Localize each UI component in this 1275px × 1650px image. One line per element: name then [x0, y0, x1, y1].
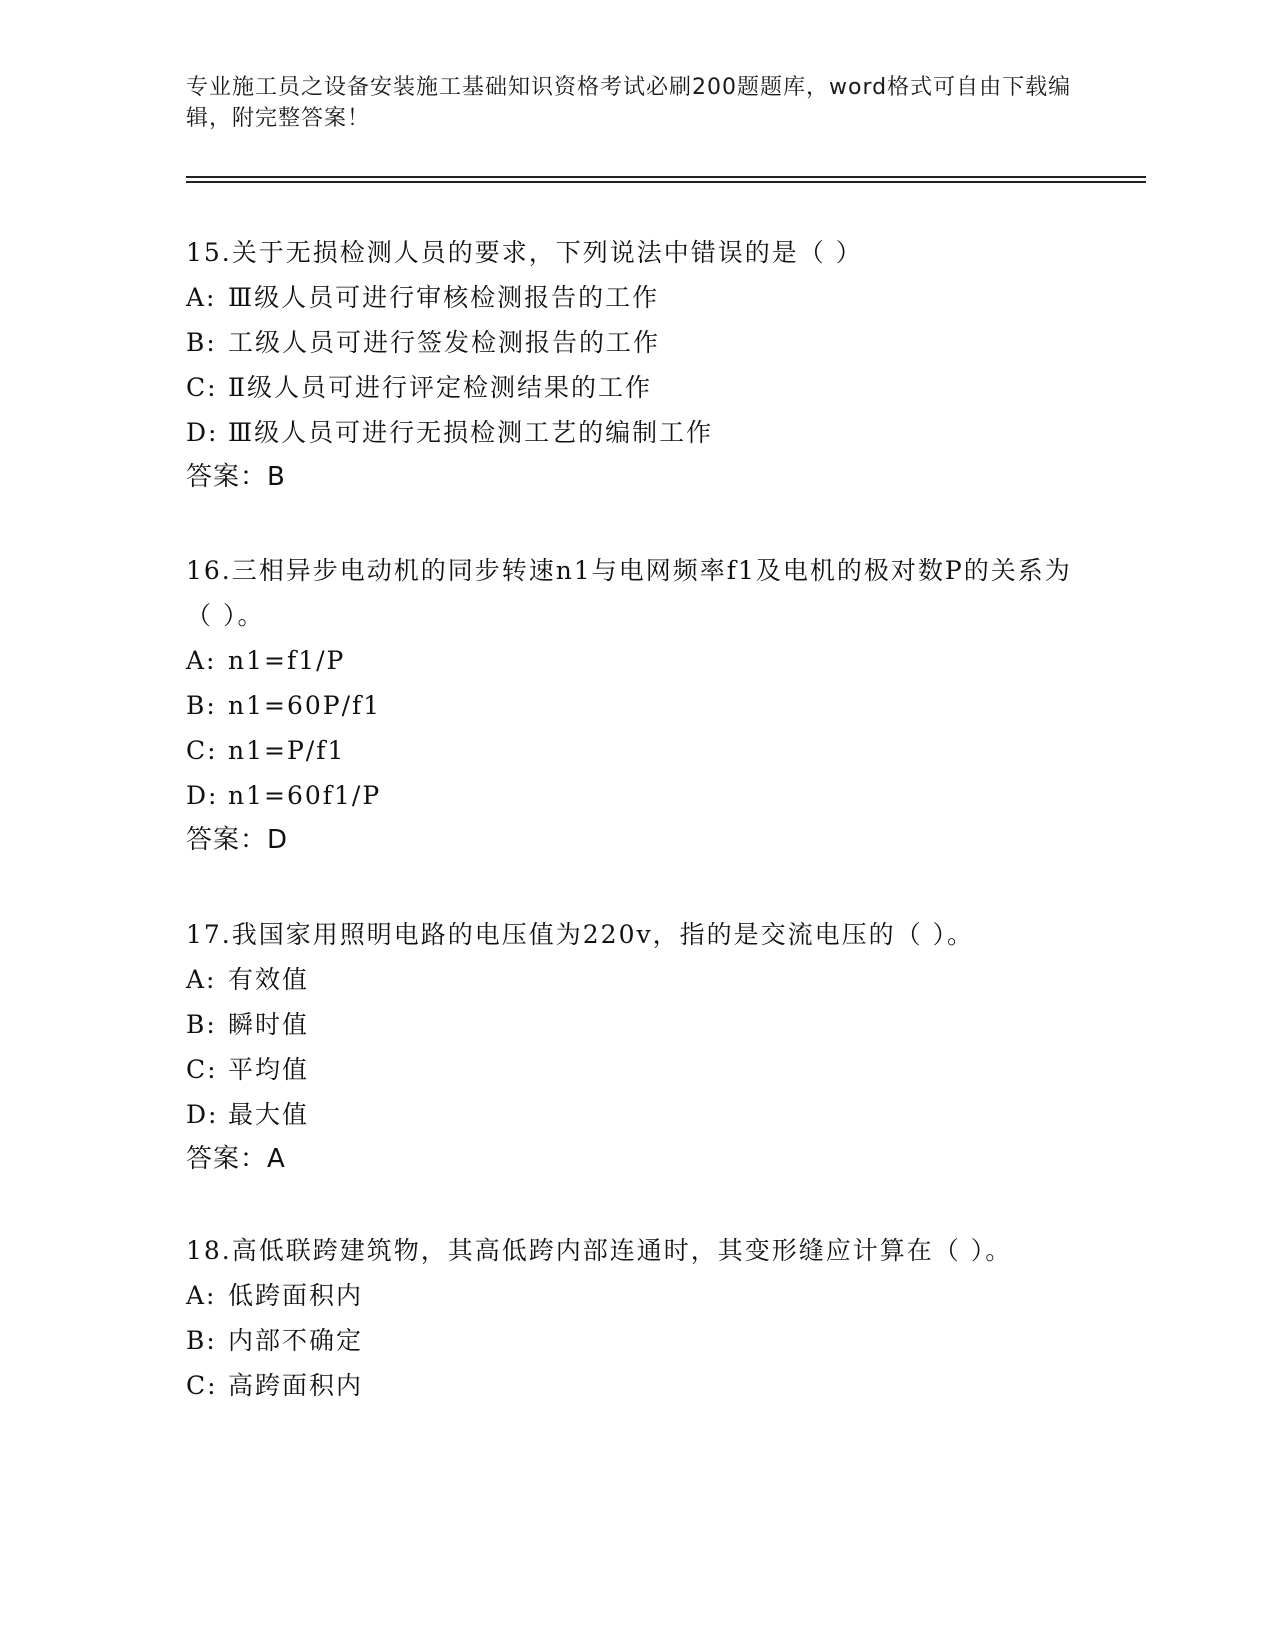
option-d	[186, 773, 1086, 818]
option-key: B:	[186, 1326, 217, 1355]
question-17	[186, 912, 1086, 1182]
option-text: 有效值	[228, 965, 310, 994]
option-key: B:	[186, 691, 217, 720]
option-b	[186, 1002, 1086, 1047]
header-divider-bottom	[186, 181, 1146, 183]
option-text: n1=f1/P	[228, 646, 346, 675]
question-stem: 17.我国家用照明电路的电压值为220v，指的是交流电压的（ ）。	[186, 920, 975, 949]
option-text: n1=60f1/P	[228, 781, 382, 810]
option-c	[186, 1363, 1086, 1408]
answer-label: 答案：B	[186, 462, 286, 492]
question-18	[186, 1228, 1086, 1408]
option-text: Ⅲ级人员可进行审核检测报告的工作	[228, 283, 660, 312]
header-divider-top	[186, 176, 1146, 178]
option-text: 瞬时值	[228, 1010, 310, 1039]
option-b	[186, 683, 1086, 728]
option-key: C:	[186, 1055, 218, 1084]
option-key: A:	[186, 1281, 217, 1310]
document-header: 专业施工员之设备安装施工基础知识资格考试必刷200题题库，word格式可自由下载编辑，附完整答案！	[186, 75, 1072, 131]
option-text: Ⅲ级人员可进行无损检测工艺的编制工作	[228, 418, 714, 447]
question-16	[186, 548, 1086, 863]
option-text: n1=P/f1	[228, 736, 346, 765]
option-key: D:	[186, 418, 219, 447]
option-key: C:	[186, 373, 218, 402]
option-c	[186, 1047, 1086, 1092]
option-b	[186, 320, 1086, 365]
option-a	[186, 1273, 1086, 1318]
option-d	[186, 410, 1086, 455]
answer-label: 答案：A	[186, 1144, 286, 1174]
option-c	[186, 728, 1086, 773]
option-key: D:	[186, 781, 219, 810]
option-key: C:	[186, 736, 218, 765]
option-d	[186, 1092, 1086, 1137]
option-text: 平均值	[228, 1055, 310, 1084]
option-text: Ⅱ级人员可进行评定检测结果的工作	[228, 373, 652, 402]
option-text: 工级人员可进行签发检测报告的工作	[228, 328, 661, 357]
question-stem: 15.关于无损检测人员的要求，下列说法中错误的是（ ）	[186, 238, 863, 267]
question-stem: 18.高低联跨建筑物，其高低跨内部连通时，其变形缝应计算在（ ）。	[186, 1236, 1013, 1265]
answer-label: 答案：D	[186, 825, 289, 855]
question-15	[186, 230, 1086, 500]
option-key: B:	[186, 328, 217, 357]
question-stem: 16.三相异步电动机的同步转速n1与电网频率f1及电机的极对数P的关系为（ ）。	[186, 556, 1072, 630]
option-text: 内部不确定	[228, 1326, 364, 1355]
option-key: A:	[186, 283, 217, 312]
option-a	[186, 957, 1086, 1002]
option-key: B:	[186, 1010, 217, 1039]
option-text: n1=60P/f1	[228, 691, 382, 720]
option-b	[186, 1318, 1086, 1363]
option-a	[186, 638, 1086, 683]
option-a	[186, 275, 1086, 320]
option-key: A:	[186, 965, 217, 994]
option-c	[186, 365, 1086, 410]
option-key: C:	[186, 1371, 218, 1400]
option-text: 高跨面积内	[228, 1371, 364, 1400]
option-text: 低跨面积内	[228, 1281, 364, 1310]
option-key: A:	[186, 646, 217, 675]
option-key: D:	[186, 1100, 219, 1129]
option-text: 最大值	[228, 1100, 310, 1129]
